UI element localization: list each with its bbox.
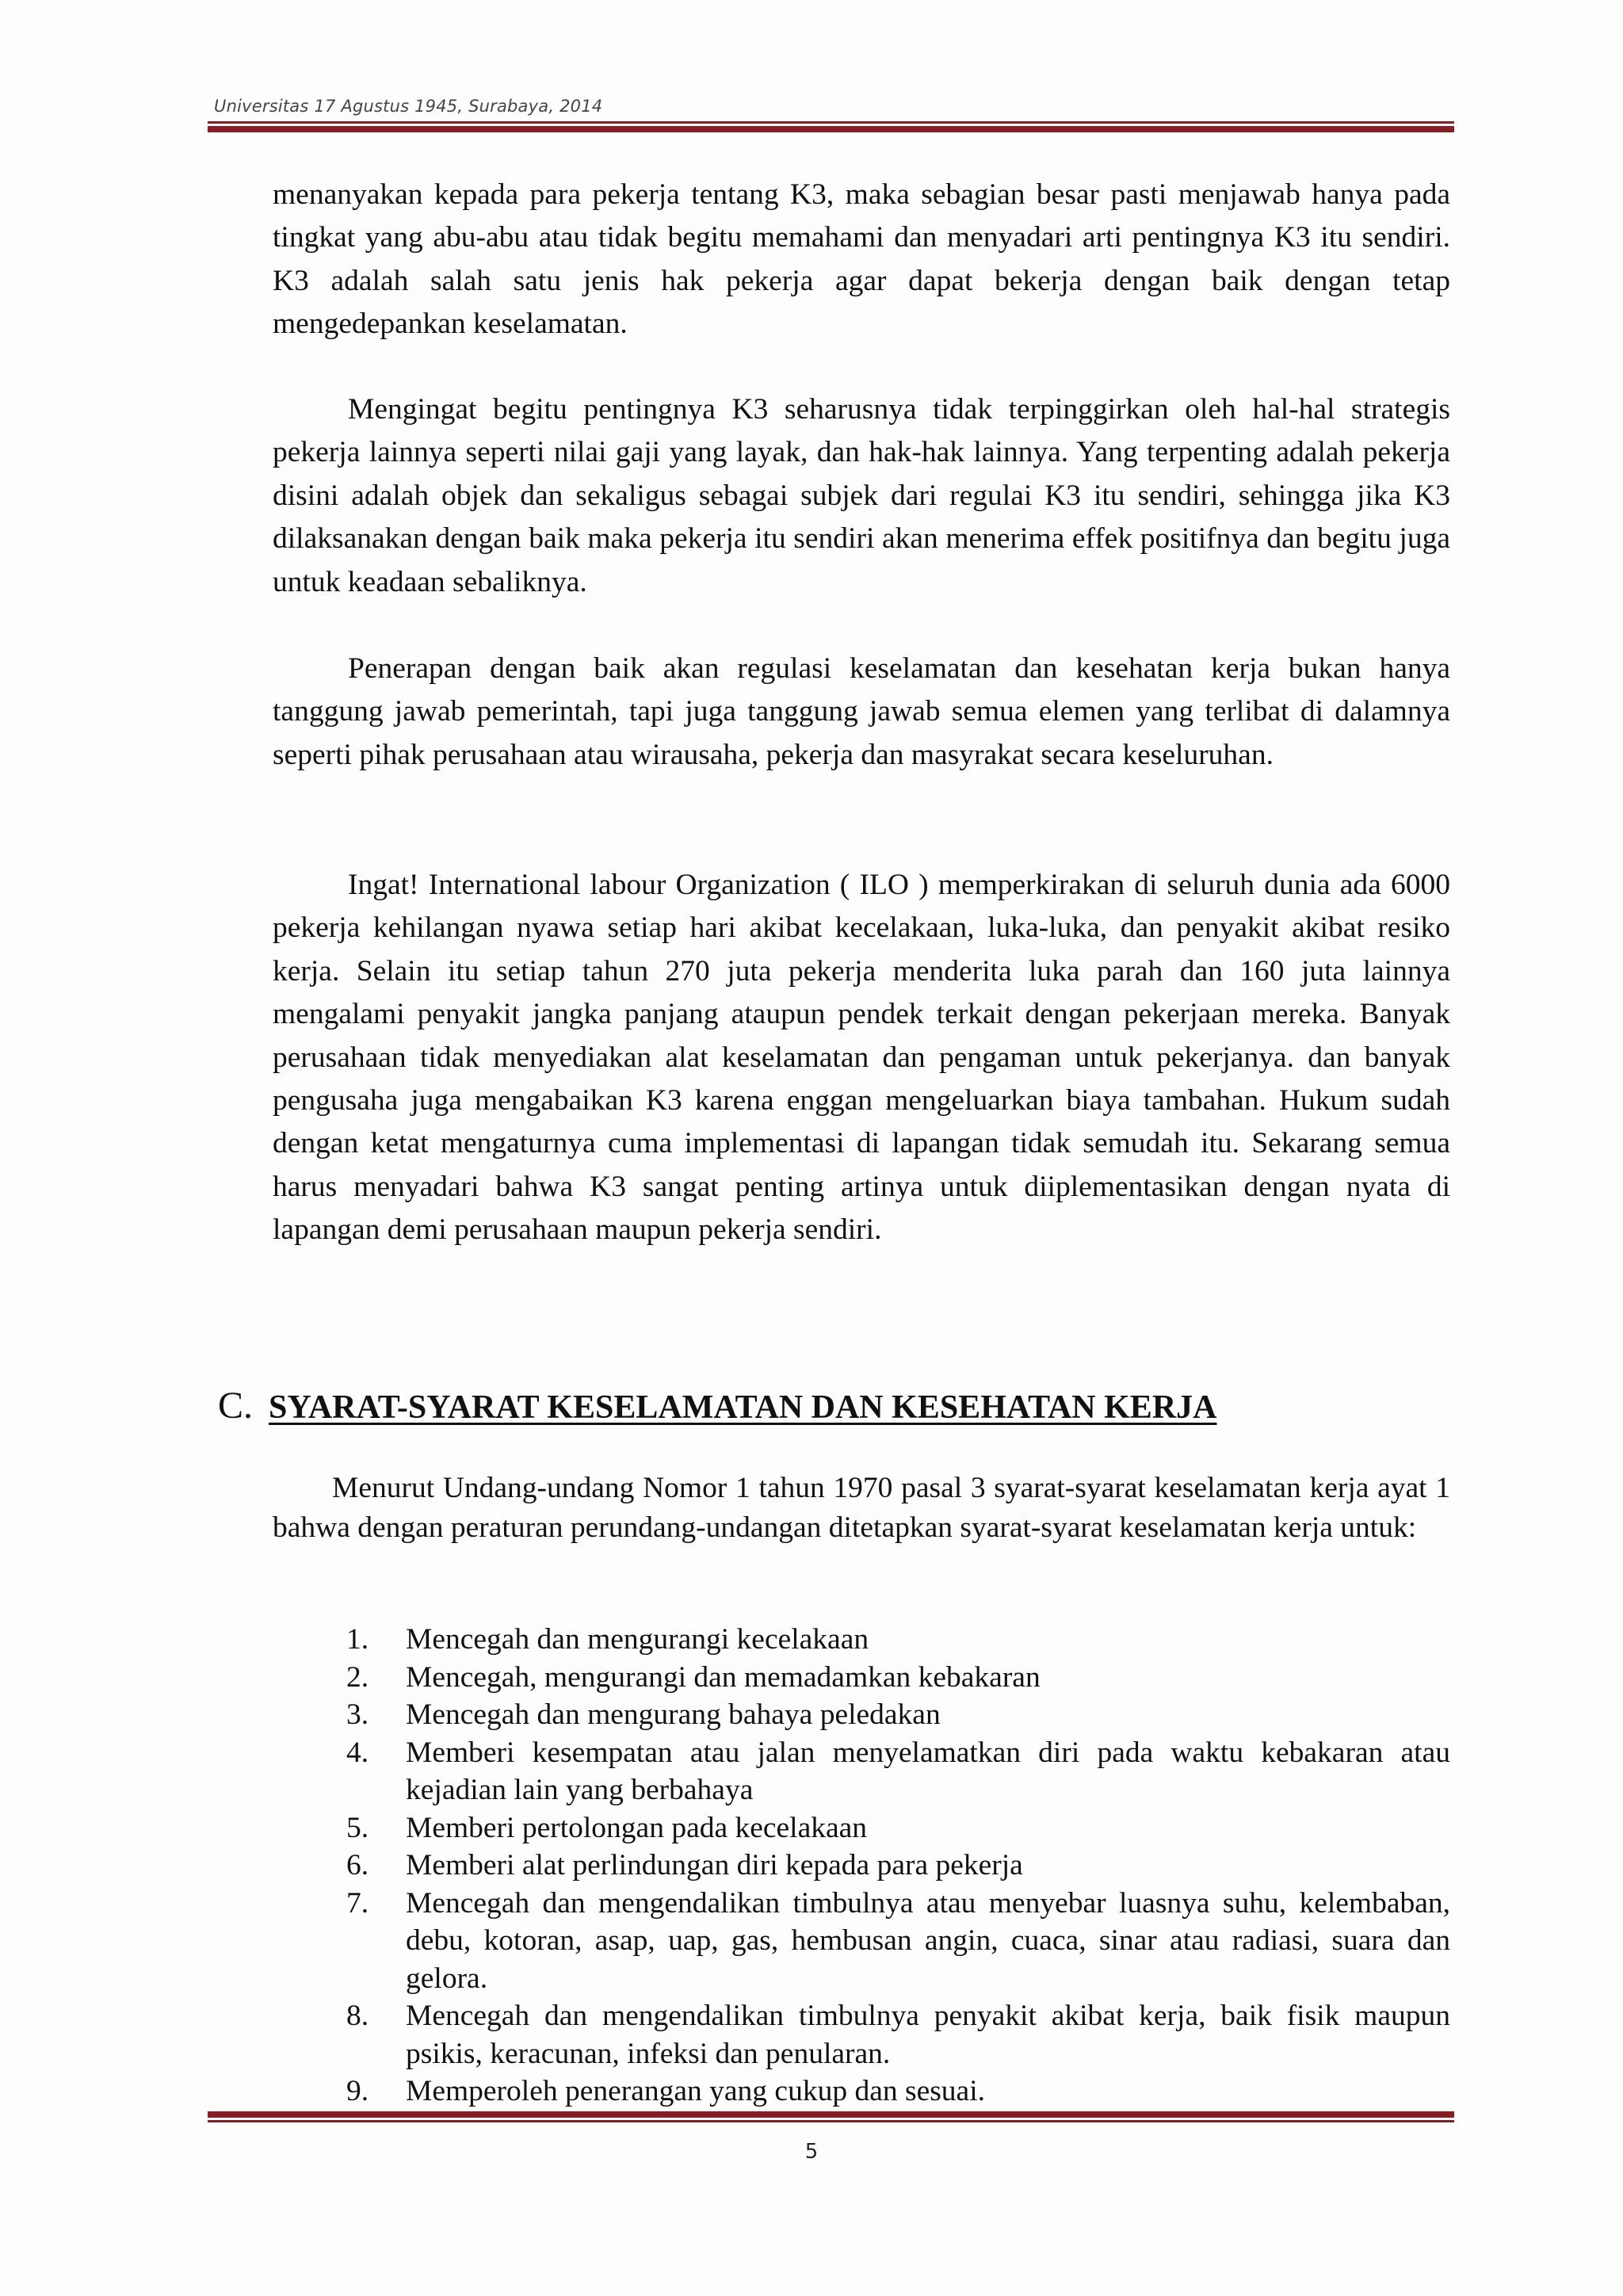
list-item-number: 2.: [346, 1660, 369, 1694]
list-item: [0, 1809, 1623, 1847]
paragraph-ilo-statistics: Ingat! International labour Organization ( ILO ) memperkirakan di seluruh dunia ada 6000 pekerja kehilangan nyawa setiap hari akibat kecelakaan, luka-luka, dan penyakit akibat resiko kerja. Selain itu setiap tahun 270 juta pekerja menderita luka parah dan 160 juta lainnya mengalami penyakit jangka panjang ataupun pendek terkait dengan pekerjaan mereka. Banyak perusahaan tidak menyediakan alat keselamatan dan pengaman untuk pekerjanya. dan banyak pengusaha juga mengabaikan K3 karena enggan mengeluarkan biaya tambahan. Hukum sudah dengan ketat mengaturnya cuma implementasi di lapangan tidak semudah itu. Sekarang semua harus menyadari bahwa K3 sangat penting artinya untuk diiplementasikan dengan nyata di lapangan demi perusahaan maupun pekerja sendiri.: [273, 869, 1450, 1247]
footer-rule: [208, 2111, 1454, 2122]
footer-rule-thick-line: [208, 2111, 1454, 2118]
list-item-number: 7.: [346, 1886, 369, 1920]
list-item-text: Memperoleh penerangan yang cukup dan sesuai.: [406, 2075, 985, 2107]
header-rule-thick-line: [208, 126, 1454, 132]
list-item: [0, 1734, 1623, 1809]
paragraph-k3-importance: Mengingat begitu pentingnya K3 seharusnya tidak terpinggirkan oleh hal-hal strategis pekerja lainnya seperti nilai gaji yang layak, dan hak-hak lainnya. Yang terpenting adalah pekerja disini adalah objek dan sekaligus sebagai subjek dari regulai K3 itu sendiri, sehingga jika K3 dilaksanakan dengan baik maka pekerja itu sendiri akan menerima effek positifnya dan begitu juga untuk keadaan sebaliknya.: [273, 393, 1450, 598]
list-item-number: 9.: [346, 2075, 369, 2107]
list-item-text: Memberi pertolongan pada kecelakaan: [406, 1811, 868, 1844]
list-item-text: Mencegah dan mengendalikan timbulnya penyakit akibat kerja, baik fisik maupun psikis, keracunan, infeksi dan penularan.: [406, 2000, 1450, 2070]
paragraph-continuation: menanyakan kepada para pekerja tentang K3, maka sebagian besar pasti menjawab hanya pada tingkat yang abu-abu atau tidak begitu memahami dan menyadari arti pentingnya K3 itu sendiri. K3 adalah salah satu jenis hak pekerja agar dapat bekerja dengan baik dengan tetap mengedepankan keselamatan.: [273, 178, 1450, 341]
list-item-text: Mencegah dan mengendalikan timbulnya atau menyebar luasnya suhu, kelembaban, debu, kotoran, asap, uap, gas, hembusan angin, cuaca, sinar atau radiasi, suara dan gelora.: [406, 1886, 1450, 1995]
paragraph-regulation-responsibility: Penerapan dengan baik akan regulasi keselamatan dan kesehatan kerja bukan hanya tanggung jawab pemerintah, tapi juga tanggung jawab semua elemen yang terlibat di dalamnya seperti pihak perusahaan atau wirausaha, pekerja dan masyrakat secara keseluruhan.: [273, 652, 1450, 771]
header-rule: [208, 121, 1454, 132]
section-title: SYARAT-SYARAT KESELAMATAN DAN KESEHATAN KERJA: [269, 1389, 1217, 1426]
list-item-text: Mencegah, mengurangi dan memadamkan kebakaran: [406, 1660, 1041, 1694]
section-heading: [218, 1382, 1216, 1431]
requirements-list: [0, 1621, 1623, 2111]
list-item: [0, 1696, 1623, 1734]
list-item-number: 1.: [346, 1623, 369, 1656]
section-intro: Menurut Undang-undang Nomor 1 tahun 1970 pasal 3 syarat-syarat keselamatan kerja ayat 1 bahwa dengan peraturan perundang-undangan ditetapkan syarat-syarat keselamatan kerja untuk:: [273, 1472, 1450, 1544]
list-item-text: Mencegah dan mengurang bahaya peledakan: [406, 1698, 941, 1731]
list-item: [0, 2073, 1623, 2111]
list-item: [0, 1997, 1623, 2073]
list-item-text: Memberi kesempatan atau jalan menyelamatkan diri pada waktu kebakaran atau kejadian lain yang berbahaya: [406, 1736, 1450, 1806]
list-item-number: 5.: [346, 1811, 369, 1844]
list-item: [0, 1885, 1623, 1998]
list-item-text: Mencegah dan mengurangi kecelakaan: [406, 1623, 869, 1656]
list-item-number: 6.: [346, 1849, 369, 1881]
running-header: Universitas 17 Agustus 1945, Surabaya, 2014: [214, 97, 603, 116]
list-item-text: Memberi alat perlindungan diri kepada para pekerja: [406, 1849, 1023, 1881]
list-item: [0, 1847, 1623, 1885]
list-item-number: 4.: [346, 1736, 369, 1769]
list-item-number: 3.: [346, 1698, 369, 1731]
section-letter: C.: [218, 1385, 254, 1427]
page-number: 5: [804, 2140, 819, 2164]
footer-rule-thin-line: [208, 2120, 1454, 2122]
list-item: [0, 1621, 1623, 1659]
list-item: [0, 1659, 1623, 1697]
list-item-number: 8.: [346, 2000, 369, 2032]
